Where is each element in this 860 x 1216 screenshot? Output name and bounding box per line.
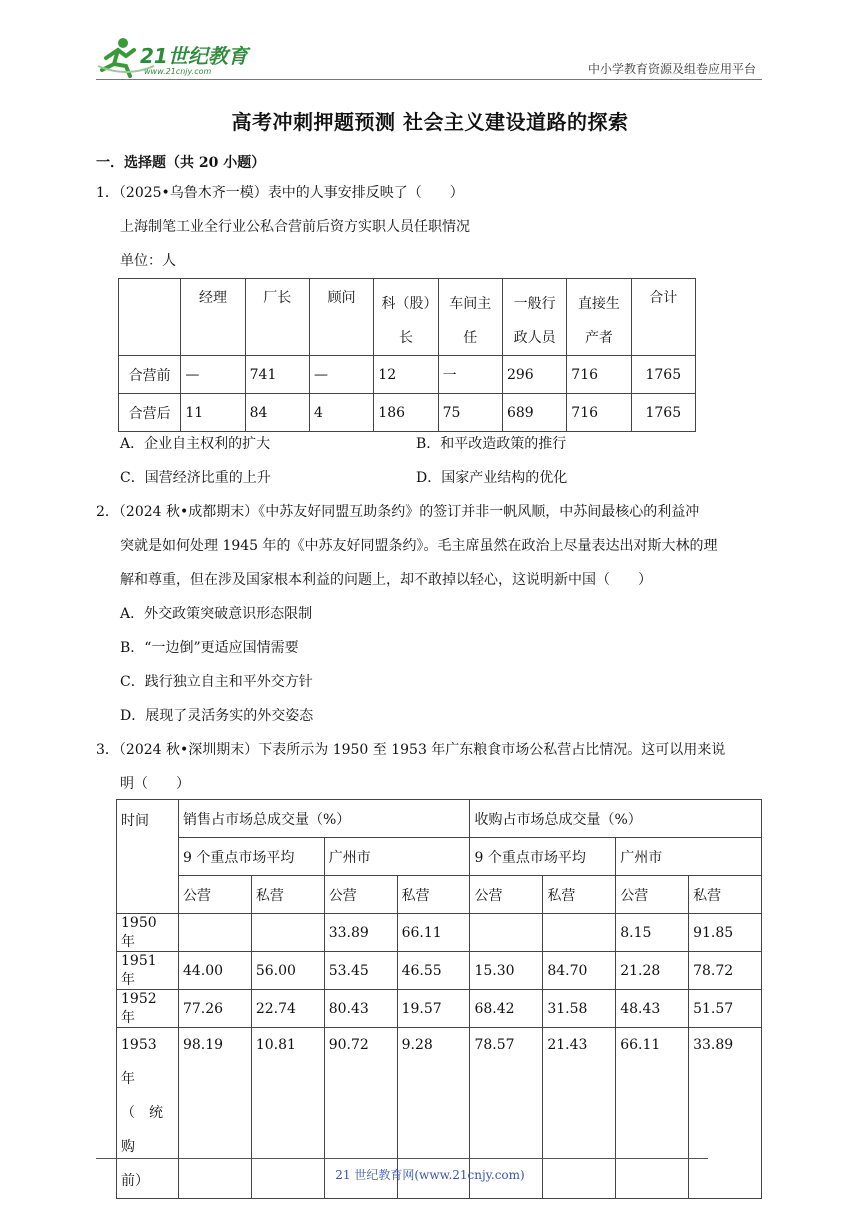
q2-option-b[interactable]: B．“一边倒”更适应国情需要 — [120, 640, 299, 656]
q3-year-line: 1953 年 — [121, 1037, 171, 1087]
q3-sub-gz: 广州市 — [616, 838, 762, 876]
q3-stem-line: 3．（2024 秋•深圳期末）下表所示为 1950 至 1953 年广东粮食市场公私营占比情况。这可以用来说 — [96, 742, 726, 758]
q3-cell: 33.89 — [689, 1028, 762, 1199]
q3-type-row — [117, 876, 762, 914]
q2-stem-line: 突就是如何处理 1945 年的《中苏友好同盟条约》。毛主席虽然在政治上尽量表达出对斯大林的理 — [120, 538, 718, 554]
q3-cell: 90.72 — [324, 1028, 397, 1199]
q3-cell: 9.28 — [397, 1028, 470, 1199]
runner-logo-icon — [96, 36, 256, 78]
q3-cell: 53.45 — [324, 952, 397, 990]
q3-group-sales: 销售占市场总成交量（%） — [178, 800, 470, 838]
q3-private-label: 私营 — [543, 876, 616, 914]
q1-cell: — — [309, 356, 373, 394]
q3-time-header: 时间 — [117, 800, 179, 914]
q1-cell: 合营后 — [119, 394, 181, 432]
q1-header-cell: 经理 — [181, 279, 245, 356]
q3-table — [116, 799, 762, 1199]
q3-cell: 68.42 — [470, 990, 543, 1028]
q3-cell — [251, 914, 324, 952]
q3-public-label: 公营 — [470, 876, 543, 914]
q3-cell: 66.11 — [397, 914, 470, 952]
q3-public-label: 公营 — [616, 876, 689, 914]
q3-private-label: 私营 — [251, 876, 324, 914]
q3-cell: 19.57 — [397, 990, 470, 1028]
q1-cell: 1765 — [631, 356, 695, 394]
q1-option-c[interactable]: C．国营经济比重的上升 — [120, 470, 271, 486]
q3-cell: 31.58 — [543, 990, 616, 1028]
footer-divider — [96, 1158, 708, 1159]
q1-header-cell: 直接生产者 — [567, 279, 631, 356]
section-heading: 一．选择题（共 20 小题） — [96, 155, 266, 171]
platform-name: 中小学教育资源及组卷应用平台 — [587, 62, 756, 76]
q2-option-a[interactable]: A．外交政策突破意识形态限制 — [120, 606, 313, 622]
q1-cell: 741 — [245, 356, 309, 394]
q3-cell: 80.43 — [324, 990, 397, 1028]
q1-option-a[interactable]: A．企业自主权利的扩大 — [120, 436, 271, 452]
q1-cell: 84 — [245, 394, 309, 432]
q1-table — [118, 278, 696, 432]
q3-private-label: 私营 — [689, 876, 762, 914]
q1-header-cell: 一般行政人员 — [502, 279, 566, 356]
footer-link[interactable]: 21 世纪教育网(www.21cnjy.com) — [335, 1168, 525, 1182]
q1-cell: 75 — [438, 394, 502, 432]
q2-stem-line: 解和尊重，但在涉及国家根本利益的问题上，却不敢掉以轻心，这说明新中国（ ） — [120, 572, 652, 588]
q2-option-d[interactable]: D．展现了灵活务实的外交姿态 — [120, 708, 314, 724]
q3-cell: 51.57 — [689, 990, 762, 1028]
q3-group-purchase: 收购占市场总成交量（%） — [470, 800, 762, 838]
q3-cell: 10.81 — [251, 1028, 324, 1199]
q3-table-row — [117, 914, 762, 952]
q3-header-row — [117, 800, 762, 838]
q3-private-label: 私营 — [397, 876, 470, 914]
q2-option-c[interactable]: C．践行独立自主和平外交方针 — [120, 674, 313, 690]
q2-stem-line: 2．（2024 秋•成都期末）《中苏友好同盟互助条约》的签订并非一帆风顺，中苏间最核心的利益冲 — [96, 504, 700, 520]
q3-sub-avg: 9 个重点市场平均 — [178, 838, 324, 876]
q1-header-cell: 厂长 — [245, 279, 309, 356]
q1-stem: 1．（2025•乌鲁木齐一模）表中的人事安排反映了（ ） — [96, 185, 464, 201]
q1-unit: 单位：人 — [120, 253, 176, 269]
q3-cell: 22.74 — [251, 990, 324, 1028]
q3-year-cell: 1950 年 — [117, 914, 179, 952]
q1-cell: 296 — [502, 356, 566, 394]
q3-cell: 98.19 — [178, 1028, 251, 1199]
q1-cell: 1765 — [631, 394, 695, 432]
q3-year-line: 前） — [121, 1173, 149, 1189]
q3-public-label: 公营 — [324, 876, 397, 914]
q3-cell: 84.70 — [543, 952, 616, 990]
q3-year-line: （ 统 购 — [121, 1105, 177, 1155]
q1-cell: 11 — [181, 394, 245, 432]
q1-table-row — [119, 356, 696, 394]
q3-cell: 44.00 — [178, 952, 251, 990]
q3-cell: 33.89 — [324, 914, 397, 952]
q1-table-row — [119, 394, 696, 432]
q3-cell — [543, 914, 616, 952]
q1-table-caption: 上海制笔工业全行业公私合营前后资方实职人员任职情况 — [120, 219, 470, 235]
q1-header-cell: 顾问 — [309, 279, 373, 356]
q3-cell: 66.11 — [616, 1028, 689, 1199]
q3-cell — [470, 914, 543, 952]
q1-header-cell: 合计 — [631, 279, 695, 356]
q3-cell: 15.30 — [470, 952, 543, 990]
q3-cell: 77.26 — [178, 990, 251, 1028]
q1-cell: 一 — [438, 356, 502, 394]
q1-cell: — — [181, 356, 245, 394]
q1-header-row — [119, 279, 696, 356]
q3-stem-line: 明（ ） — [120, 776, 190, 792]
site-logo[interactable] — [96, 36, 256, 78]
q3-table-row — [117, 990, 762, 1028]
q3-cell — [178, 914, 251, 952]
q3-public-label: 公营 — [178, 876, 251, 914]
page-header — [0, 0, 860, 90]
q3-cell: 21.28 — [616, 952, 689, 990]
header-divider — [96, 79, 762, 80]
q3-year-cell: 1951 年 — [117, 952, 179, 990]
q1-option-b[interactable]: B．和平改造政策的推行 — [416, 436, 567, 452]
q3-table-row — [117, 952, 762, 990]
q1-header-cell: 车间主任 — [438, 279, 502, 356]
q3-cell: 21.43 — [543, 1028, 616, 1199]
q1-header-cell — [119, 279, 181, 356]
q3-cell: 46.55 — [397, 952, 470, 990]
q3-year-cell: 1952 年 — [117, 990, 179, 1028]
q3-subheader-row — [117, 838, 762, 876]
q1-option-d[interactable]: D．国家产业结构的优化 — [416, 470, 568, 486]
q1-cell: 12 — [374, 356, 438, 394]
q1-cell: 716 — [567, 356, 631, 394]
svg-text:21世纪教育: 21世纪教育 — [140, 44, 248, 68]
q3-cell: 91.85 — [689, 914, 762, 952]
q1-cell: 689 — [502, 394, 566, 432]
q1-header-cell: 科（股）长 — [374, 279, 438, 356]
q1-cell: 716 — [567, 394, 631, 432]
q3-cell: 56.00 — [251, 952, 324, 990]
q3-cell: 78.72 — [689, 952, 762, 990]
q3-cell: 8.15 — [616, 914, 689, 952]
q1-cell: 合营前 — [119, 356, 181, 394]
q3-cell: 48.43 — [616, 990, 689, 1028]
q3-sub-gz: 广州市 — [324, 838, 470, 876]
q3-cell: 78.57 — [470, 1028, 543, 1199]
q3-sub-avg: 9 个重点市场平均 — [470, 838, 616, 876]
svg-text:www.21cnjy.com: www.21cnjy.com — [144, 67, 212, 76]
q1-cell: 186 — [374, 394, 438, 432]
page-title: 高考冲刺押题预测 社会主义建设道路的探索 — [231, 110, 629, 134]
q1-cell: 4 — [309, 394, 373, 432]
